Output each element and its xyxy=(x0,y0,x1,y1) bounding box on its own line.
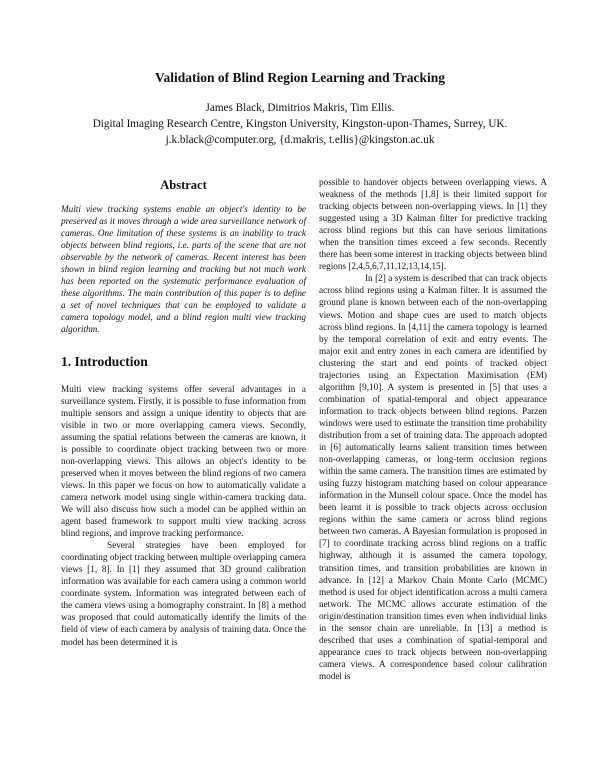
author-block xyxy=(0,100,600,148)
author-emails: j.k.black@computer.org, {d.makris, t.ellis}@kingston.ac.uk xyxy=(165,134,435,146)
introduction-paragraph-1: Multi view tracking systems offer several advantages in a surveillance system. Firstly, it is possible to fuse information from multiple sensors and assign a unique identity to objects that are visible in two or more overlapping camera views. Secondly, assuming the spatial relations between the cameras are known, it is possible to coordinate object tracking between two or more non-overlapping views. This allows an object's identity to be preserved when it moves between the blind regions of two camera views. In this paper we focus on how to automatically validate a camera network model using single within-camera tracking data. We will also discuss how such a model can be applied within an agent based framework to support multi view tracking across blind regions, and improve tracking performance. xyxy=(61,383,306,539)
author-names: James Black, Dimitrios Makris, Tim Ellis. xyxy=(205,102,395,114)
right-paragraph-1: possible to handover objects between overlapping views. A weakness of the methods [1,8] is their limited support for tracking objects between non-overlapping views. In [1] they suggested using a 3D Kalman filter for predictive tracking across blind regions but this can have serious limitations when the transition times exceed a few seconds. Recently there has been some interest in tracking objects between blind regions [2,4,5,6,7,11,12,13,14,15]. xyxy=(319,177,547,272)
introduction-heading: 1. Introduction xyxy=(61,353,148,369)
abstract-text: Multi view tracking systems enable an object's identity to be preserved as it moves through a wide area surveillance network of cameras. One limitation of these systems is an inability to track objects between blind regions, i.e. parts of the scene that are not observable by the network of cameras. Recent interest has been shown in blind region learning and tracking but not much work has been reported on the systematic performance evaluation of these algorithms. The main contribution of this paper is to define a set of novel techniques that can be employed to validate a camera topology model, and a blind region multi view tracking algorithm. xyxy=(61,204,306,335)
right-paragraph-2: In [2] a system is described that can track objects across blind regions using a Kalman filter. It is assumed the ground plane is known between each of the non-overlapping views. Motion and shape cues are used to match objects across blind regions. In [4,11] the camera topology is learned by the temporal correlation of exit and entry events. The major exit and entry zones in each camera are identified by clustering the start and end points of tracked object trajectories using an Expectation Maximisation (EM) algorithm [9,10]. A system is presented in [5] that uses a combination of spatial-temporal and object appearance information to track objects between blind regions. Parzen windows were used to estimate the transition time probability distribution from a set of training data. The approach adopted in [6] automatically learns salient transition times between non-overlapping cameras, or long-term occlusion regions within the same camera. The transition times are estimated by using fuzzy histogram matching based on colour appearance information in the Munsell colour space. Once the model has been learnt it is possible to track objects across occlusion regions within the same camera or across blind regions between two cameras. A Bayesian formulation is proposed in [7] to coordinate tracking across blind regions on a traffic highway, although it is assumed the camera topology, transition times, and transition probabilities are known in advance. In [12] a Markov Chain Monte Carlo (MCMC) method is used for object identification across a multi camera network. The MCMC allows accurate estimation of the origin/destination transition times even when individual links in the sensor chain are unreliable. In [13] a method is described that uses a combination of spatial-temporal and appearance cues to track objects between non-overlapping camera views. A correspondence based colour calibration model is xyxy=(319,273,547,681)
left-column xyxy=(61,178,306,648)
author-affiliation: Digital Imaging Research Centre, Kingston University, Kingston-upon-Thames, Surrey, UK. xyxy=(92,118,508,130)
introduction-paragraph-2: Several strategies have been employed for coordinating object tracking between multiple overlapping camera views [1, 8]. In [1] they assumed that 3D ground calibration information was available for each camera using a common world coordinate system. Information was integrated between each of the camera views using a homography constraint. In [8] a method was proposed that could automatically identify the limits of the field of view of each camera by analysis of training data. Once the model has been determined it is xyxy=(61,540,306,647)
right-column xyxy=(319,176,547,682)
paper-title: Validation of Blind Region Learning and Tracking xyxy=(154,70,446,85)
abstract-heading: Abstract xyxy=(160,178,207,192)
